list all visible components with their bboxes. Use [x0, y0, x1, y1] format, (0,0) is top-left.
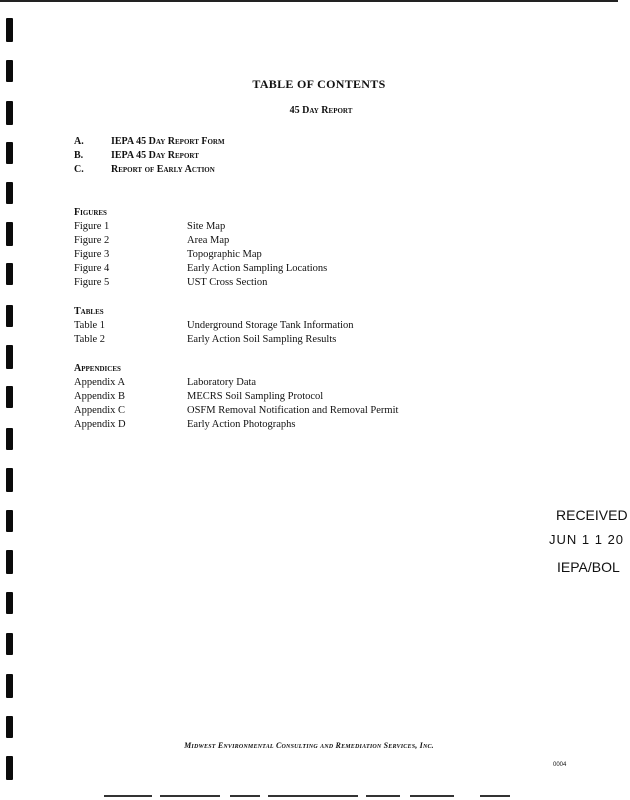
scan-edge-mark [410, 795, 454, 797]
table-desc: Underground Storage Tank Information [187, 320, 354, 331]
received-stamp-label: RECEIVED [556, 507, 628, 523]
punch-mark [6, 428, 13, 450]
appendix-label: Appendix A [74, 377, 126, 388]
page-title: TABLE OF CONTENTS [252, 77, 386, 91]
section-text: IEPA 45 Day Report [111, 150, 199, 161]
appendix-desc: MECRS Soil Sampling Protocol [187, 391, 324, 402]
figure-label: Figure 4 [74, 263, 110, 274]
table-desc: Early Action Soil Sampling Results [187, 334, 337, 345]
table-row [74, 334, 336, 345]
section-text: IEPA 45 Day Report Form [111, 136, 225, 147]
appendix-desc: Early Action Photographs [187, 419, 296, 430]
punch-mark [6, 18, 13, 42]
section-a [74, 136, 225, 147]
punch-mark [6, 142, 13, 164]
punch-mark [6, 550, 13, 574]
figures-heading: Figures [74, 207, 107, 218]
punch-mark [6, 345, 13, 369]
scan-edge-mark [230, 795, 260, 797]
table-row [74, 320, 354, 331]
punch-mark [6, 386, 13, 408]
section-letter: C. [74, 164, 84, 175]
company-footer: Midwest Environmental Consulting and Remediation Services, Inc. [184, 741, 434, 750]
punch-mark [6, 756, 13, 780]
page-number: 0004 [553, 762, 567, 768]
appendix-label: Appendix B [74, 391, 126, 402]
received-stamp-date: JUN 1 1 20 [549, 532, 625, 547]
figure-label: Figure 2 [74, 235, 110, 246]
scan-edge-mark [480, 795, 510, 797]
figure-row [74, 249, 262, 260]
figure-row [74, 221, 225, 232]
punch-mark [6, 633, 13, 655]
figure-desc: UST Cross Section [187, 277, 268, 288]
punch-mark [6, 305, 13, 327]
scan-edge-mark [160, 795, 220, 797]
section-c [74, 164, 215, 175]
figure-desc: Topographic Map [187, 249, 262, 260]
appendices-heading: Appendices [74, 363, 121, 374]
received-stamp-agency: IEPA/BOL [557, 559, 620, 575]
figure-row [74, 263, 327, 274]
section-letter: A. [74, 136, 84, 147]
appendix-row [74, 405, 398, 416]
section-letter: B. [74, 150, 84, 161]
section-text: Report of Early Action [111, 164, 215, 175]
table-label: Table 1 [74, 320, 106, 331]
scan-edge-mark [366, 795, 400, 797]
scan-edge-mark [268, 795, 358, 797]
report-subtitle: 45 Day Report [289, 105, 353, 116]
punch-mark [6, 222, 13, 246]
table-label: Table 2 [74, 334, 106, 345]
punch-mark [6, 182, 13, 204]
punch-mark [6, 510, 13, 532]
figure-label: Figure 5 [74, 277, 110, 288]
punch-mark [6, 263, 13, 285]
punch-mark [6, 468, 13, 492]
section-b [74, 150, 199, 161]
figure-desc: Area Map [187, 235, 230, 246]
appendix-desc: OSFM Removal Notification and Removal Permit [187, 405, 399, 416]
figure-desc: Early Action Sampling Locations [187, 263, 328, 274]
appendix-desc: Laboratory Data [187, 377, 257, 388]
appendix-row [74, 419, 296, 430]
punch-mark [6, 592, 13, 614]
page-top-edge [0, 0, 618, 2]
tables-heading: Tables [74, 306, 104, 317]
appendix-label: Appendix D [74, 419, 126, 430]
appendix-row [74, 377, 256, 388]
figure-row [74, 277, 267, 288]
punch-mark [6, 674, 13, 698]
scan-edge-mark [104, 795, 152, 797]
appendix-row [74, 391, 323, 402]
appendix-label: Appendix C [74, 405, 126, 416]
figure-desc: Site Map [187, 221, 226, 232]
figure-label: Figure 3 [74, 249, 110, 260]
figure-label: Figure 1 [74, 221, 110, 232]
punch-mark [6, 716, 13, 738]
figure-row [74, 235, 229, 246]
